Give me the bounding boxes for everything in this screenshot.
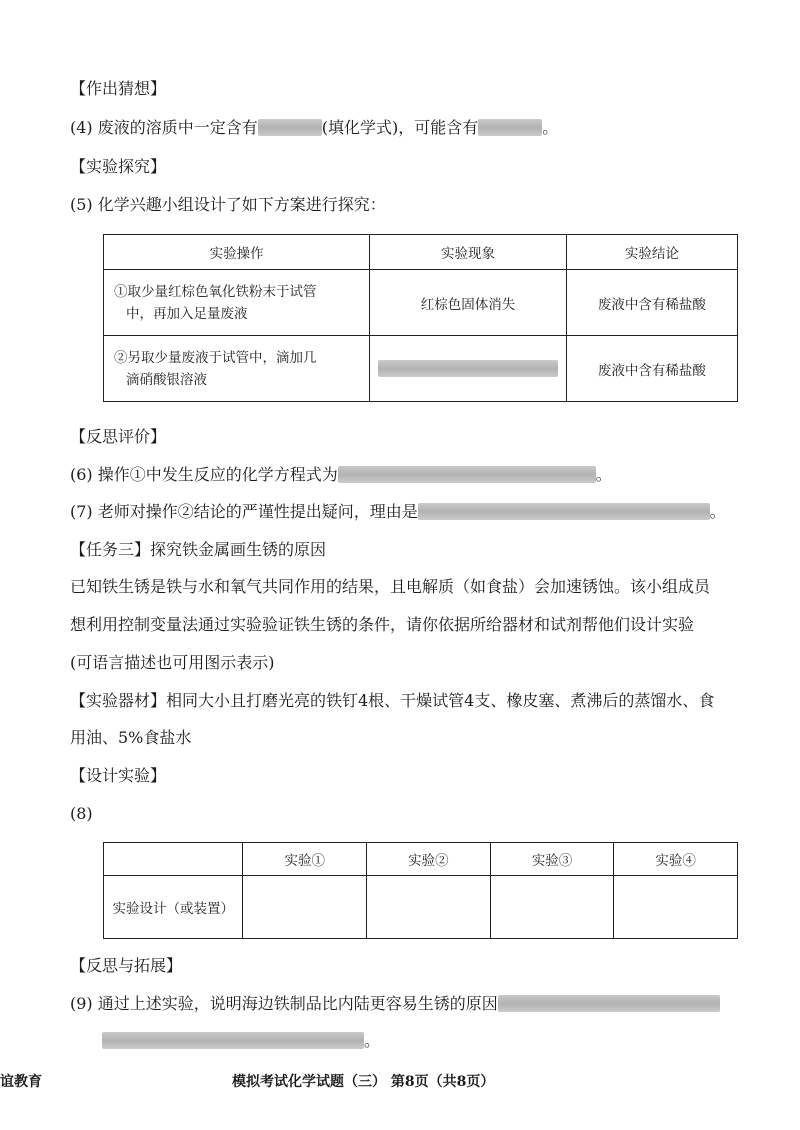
equipment-line: 【实验器材】相同大小且打磨光亮的铁钉4根、干燥试管4支、橡皮塞、煮沸后的蒸馏水、食 (70, 691, 715, 710)
design-heading: 【设计实验】 (70, 766, 167, 785)
redacted-answer (102, 1032, 364, 1049)
question-9 (70, 993, 720, 1015)
q9-text: (9) 通过上述实验，说明海边铁制品比内陆更容易生锈的原因 (70, 994, 498, 1013)
table-cell-phenomenon: 红棕色固体消失 (370, 270, 567, 336)
redacted-answer (258, 119, 322, 136)
q4-end: 。 (542, 118, 559, 137)
table-cell-operation (104, 270, 370, 336)
table-cell-conclusion: 废液中含有稀盐酸 (566, 336, 737, 402)
paragraph-line: 已知铁生锈是铁与水和氧气共同作用的结果，且电解质（如食盐）会加速锈蚀。该小组成员 (70, 577, 711, 596)
redacted-answer (418, 503, 710, 520)
table-header: 实验② (367, 843, 491, 876)
table-row (104, 876, 738, 939)
answer-cell[interactable] (367, 876, 491, 939)
redacted-answer (478, 119, 542, 136)
table-header-row (104, 235, 738, 270)
question-7 (70, 501, 726, 523)
design-table (103, 842, 738, 939)
operation-line: ②另取少量废液于试管中，滴加几 (114, 349, 317, 366)
q6-text: (6) 操作①中发生反应的化学方程式为 (70, 465, 338, 484)
table-cell-phenomenon (370, 336, 567, 402)
table-header: 实验① (243, 843, 367, 876)
paragraph-line: 想利用控制变量法通过实验验证铁生锈的条件，请你依据所给器材和试剂帮他们设计实验 (70, 615, 695, 634)
q7-text: (7) 老师对操作②结论的严谨性提出疑问，理由是 (70, 502, 418, 521)
question-8: (8) (70, 804, 93, 823)
table-cell-conclusion: 废液中含有稀盐酸 (566, 270, 737, 336)
hypothesis-heading: 【作出猜想】 (70, 79, 167, 98)
answer-cell[interactable] (490, 876, 614, 939)
footer-page-info: 模拟考试化学试题（三） 第8页（共8页） (232, 1074, 495, 1090)
redacted-answer (498, 995, 720, 1012)
task-3-title: 【任务三】探究铁金属画生锈的原因 (70, 540, 327, 559)
table-header: 实验现象 (370, 235, 567, 270)
redacted-answer (338, 466, 596, 483)
question-6 (70, 464, 612, 486)
extend-heading: 【反思与拓展】 (70, 956, 183, 975)
q4-text-1: (4) 废液的溶质中一定含有 (70, 118, 258, 137)
table-header-row (104, 843, 738, 876)
table-header: 实验③ (490, 843, 614, 876)
answer-cell[interactable] (614, 876, 738, 939)
table-cell-operation (104, 336, 370, 402)
q4-text-2: (填化学式)，可能含有 (321, 118, 479, 137)
question-5: (5) 化学兴趣小组设计了如下方案进行探究： (70, 195, 386, 214)
question-9-continued (102, 1030, 380, 1052)
table-header: 实验结论 (566, 235, 737, 270)
answer-cell[interactable] (243, 876, 367, 939)
footer-publisher: 谊教育 (0, 1074, 42, 1090)
reflect-heading: 【反思评价】 (70, 427, 167, 446)
explore-heading: 【实验探究】 (70, 157, 167, 176)
table-header: 实验操作 (104, 235, 370, 270)
operation-line: 滴硝酸银溶液 (126, 371, 207, 388)
question-4 (70, 117, 558, 139)
q6-end: 。 (595, 465, 612, 484)
experiment-table (103, 234, 738, 402)
q7-end: 。 (709, 502, 726, 521)
row-label: 实验设计（或装置） (104, 876, 243, 939)
paragraph-line: (可语言描述也可用图示表示) (70, 653, 275, 672)
table-header-empty (104, 843, 243, 876)
table-row (104, 270, 738, 336)
table-header: 实验④ (614, 843, 738, 876)
operation-line: 中，再加入足量废液 (126, 305, 248, 322)
equipment-line: 用油、5%食盐水 (70, 728, 192, 747)
redacted-answer (378, 360, 558, 377)
table-row (104, 336, 738, 402)
q9-end: 。 (364, 1031, 381, 1050)
operation-line: ①取少量红棕色氧化铁粉末于试管 (114, 283, 317, 300)
